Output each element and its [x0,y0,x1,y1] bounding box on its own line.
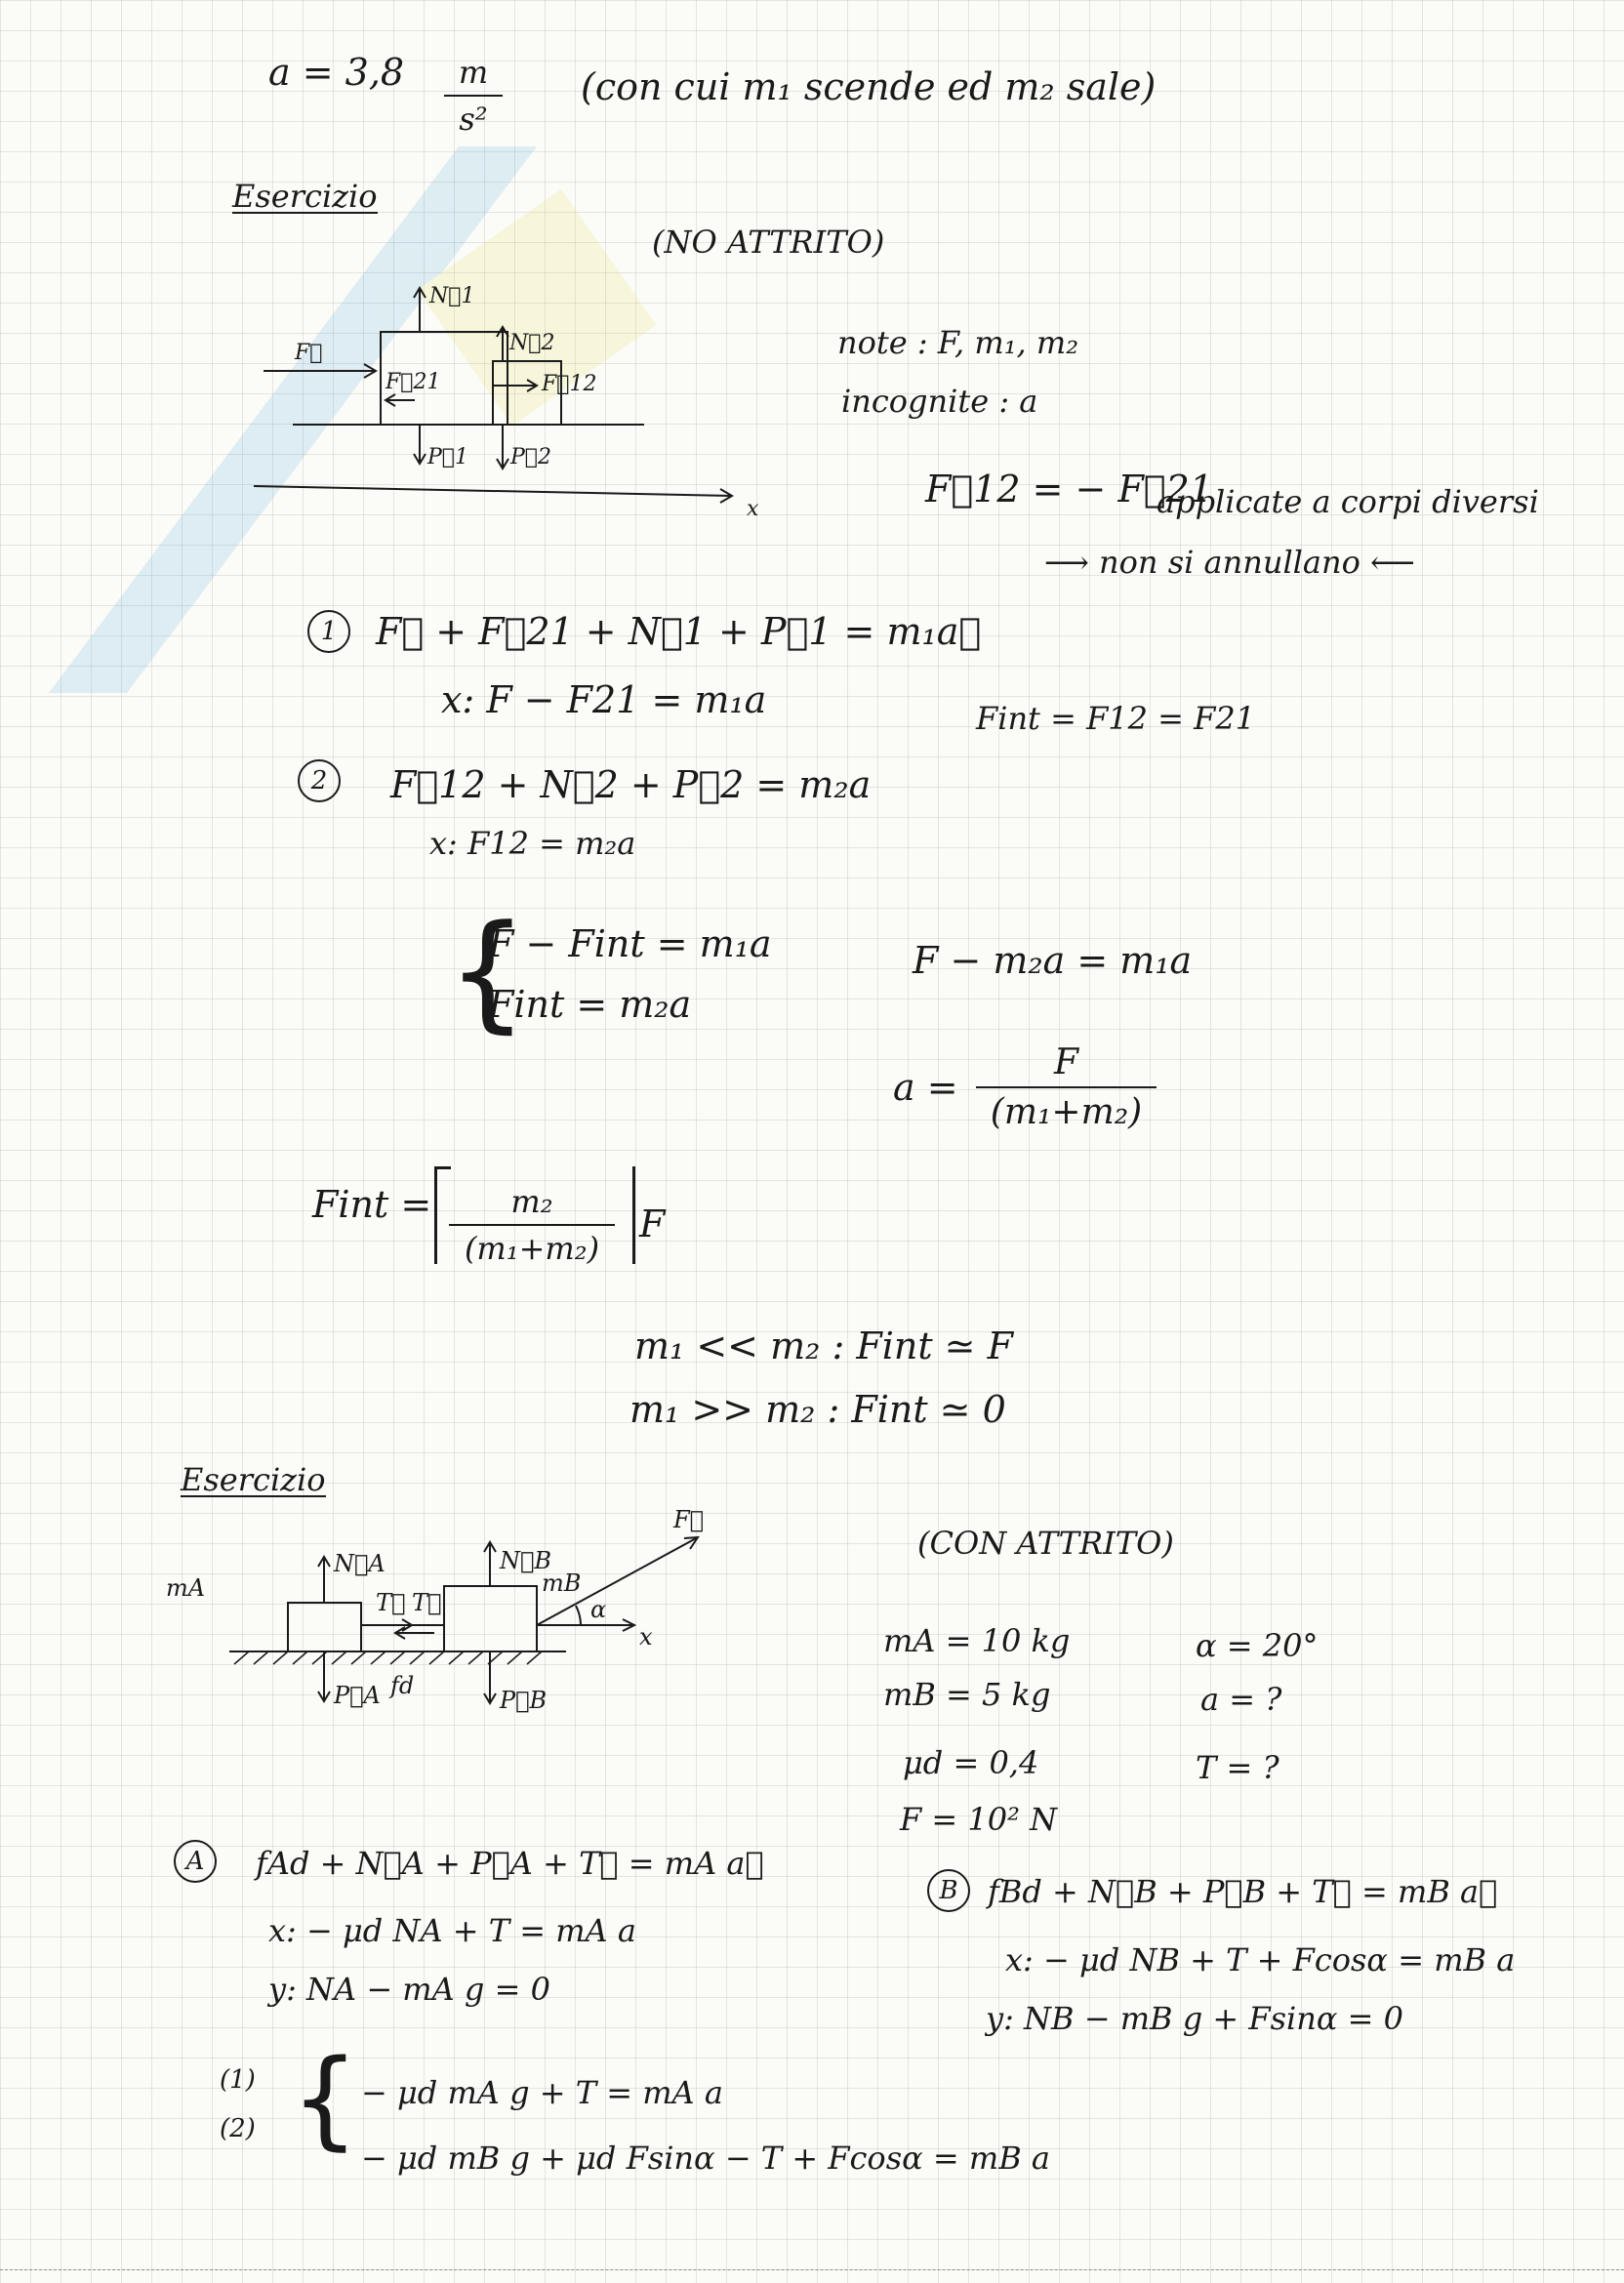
unknown-T: T = ? [1196,1749,1279,1786]
third-law-note-2: ⟶ non si annullano ⟵ [1044,544,1415,581]
eq-A-y: y: NA − mA g = 0 [268,1971,550,2008]
label-x-axis: x [747,497,759,517]
exercise-2-heading: Esercizio [181,1461,326,1498]
limit-case-1: m₁ << m₂ : Fint ≃ F [634,1325,1013,1367]
third-law-note-1: applicate a corpi diversi [1157,483,1539,520]
unit-denominator: s² [459,101,488,138]
label-PB: P⃗B [500,1687,548,1714]
eq-marker-A: A [174,1840,217,1883]
label-Fvec: F⃗ [673,1508,705,1533]
result-a-note: (con cui m₁ scende ed m₂ sale) [581,65,1157,108]
unknowns: incognite : a [841,383,1038,420]
exercise-1-condition: (NO ATTRITO) [652,224,885,261]
page-bottom-edge [0,2269,1624,2270]
fint-definition: Fint = F12 = F21 [976,700,1256,737]
exercise-2-condition: (CON ATTRITO) [917,1525,1174,1562]
unknown-a: a = ? [1200,1681,1282,1718]
system-label-2: (2) [220,2114,256,2143]
eq-2-vector: F⃗12 + N⃗2 + P⃗2 = m₂a [390,763,872,806]
label-mB: mB [542,1570,582,1597]
given-mB: mB = 5 kg [883,1676,1051,1713]
system-2-line-2: − μd mB g + μd Fsinα − T + Fcosα = mB a [361,2140,1050,2177]
accel-den: (m₁+m₂) [990,1092,1143,1132]
label-NA: N⃗A [334,1550,386,1577]
fint-lhs: Fint = [312,1183,432,1226]
exercise-1-heading: Esercizio [232,178,378,215]
eq-2-x: x: F12 = m₂a [429,825,636,862]
system-brace-2: { [291,2036,359,2161]
given-F: F = 10² N [900,1801,1058,1838]
limit-case-2: m₁ >> m₂ : Fint ≃ 0 [629,1388,1006,1431]
fint-den: (m₁+m₂) [464,1230,600,1267]
accel-lhs: a = [893,1066,958,1109]
system-label-1: (1) [220,2065,256,2095]
combined-equation: F − m₂a = m₁a [913,939,1193,982]
eq-1-vector: F⃗ + F⃗21 + N⃗1 + P⃗1 = m₁a⃗ [376,610,982,653]
label-fd: fd [390,1672,415,1699]
label-NB: N⃗B [500,1547,552,1574]
diagram-two-blocks [234,264,781,517]
eq-A-vector: fAd + N⃗A + P⃗A + T⃗ = mA a⃗ [256,1845,764,1882]
label-alpha: α [590,1596,607,1623]
eq-marker-1: 1 [307,610,350,653]
label-F: F⃗ [295,341,323,365]
label-F21: F⃗21 [386,370,441,394]
newton-third-law: F⃗12 = − F⃗21 [925,468,1213,510]
label-P1: P⃗1 [427,445,469,469]
label-PA: P⃗A [334,1682,381,1709]
label-P2: P⃗2 [510,445,552,469]
eq-1-x: x: F − F21 = m₁a [441,678,767,721]
label-N2: N⃗2 [509,331,555,355]
fint-factor: F [639,1203,666,1245]
knowns: note : F, m₁, m₂ [837,324,1079,361]
unit-numerator: m [458,54,489,91]
accel-num: F [1054,1042,1078,1082]
fint-fraction [449,1183,615,1267]
given-alpha: α = 20° [1196,1627,1319,1664]
eq-B-x: x: − μd NB + T + Fcosα = mB a [1005,1941,1516,1978]
label-T2: T⃗ [412,1589,442,1616]
diagram-friction-blocks [156,1508,742,1752]
accel-fraction [976,1042,1157,1132]
fint-num: m₂ [510,1183,553,1220]
label-x2: x [639,1623,653,1651]
eq-B-vector: fBd + N⃗B + P⃗B + T⃗ = mB a⃗ [988,1873,1498,1910]
result-a-unit [444,54,503,138]
label-N1: N⃗1 [429,284,475,308]
eq-marker-2: 2 [298,759,341,802]
eq-A-x: x: − μd NA + T = mA a [268,1912,636,1949]
label-F12: F⃗12 [542,372,597,396]
system-brace-1: { [447,897,528,1045]
system-2-line-1: − μd mA g + T = mA a [361,2074,723,2111]
system-1-line-1: F − Fint = m₁a [488,922,772,965]
eq-B-y: y: NB − mB g + Fsinα = 0 [986,2000,1403,2037]
given-mA: mA = 10 kg [883,1622,1071,1659]
label-T1: T⃗ [376,1589,406,1616]
result-a-label: a = 3,8 [268,51,405,94]
eq-marker-B: B [927,1869,970,1912]
given-mud: μd = 0,4 [903,1744,1039,1781]
label-mA: mA [166,1574,206,1602]
system-1-line-2: Fint = m₂a [488,983,692,1026]
